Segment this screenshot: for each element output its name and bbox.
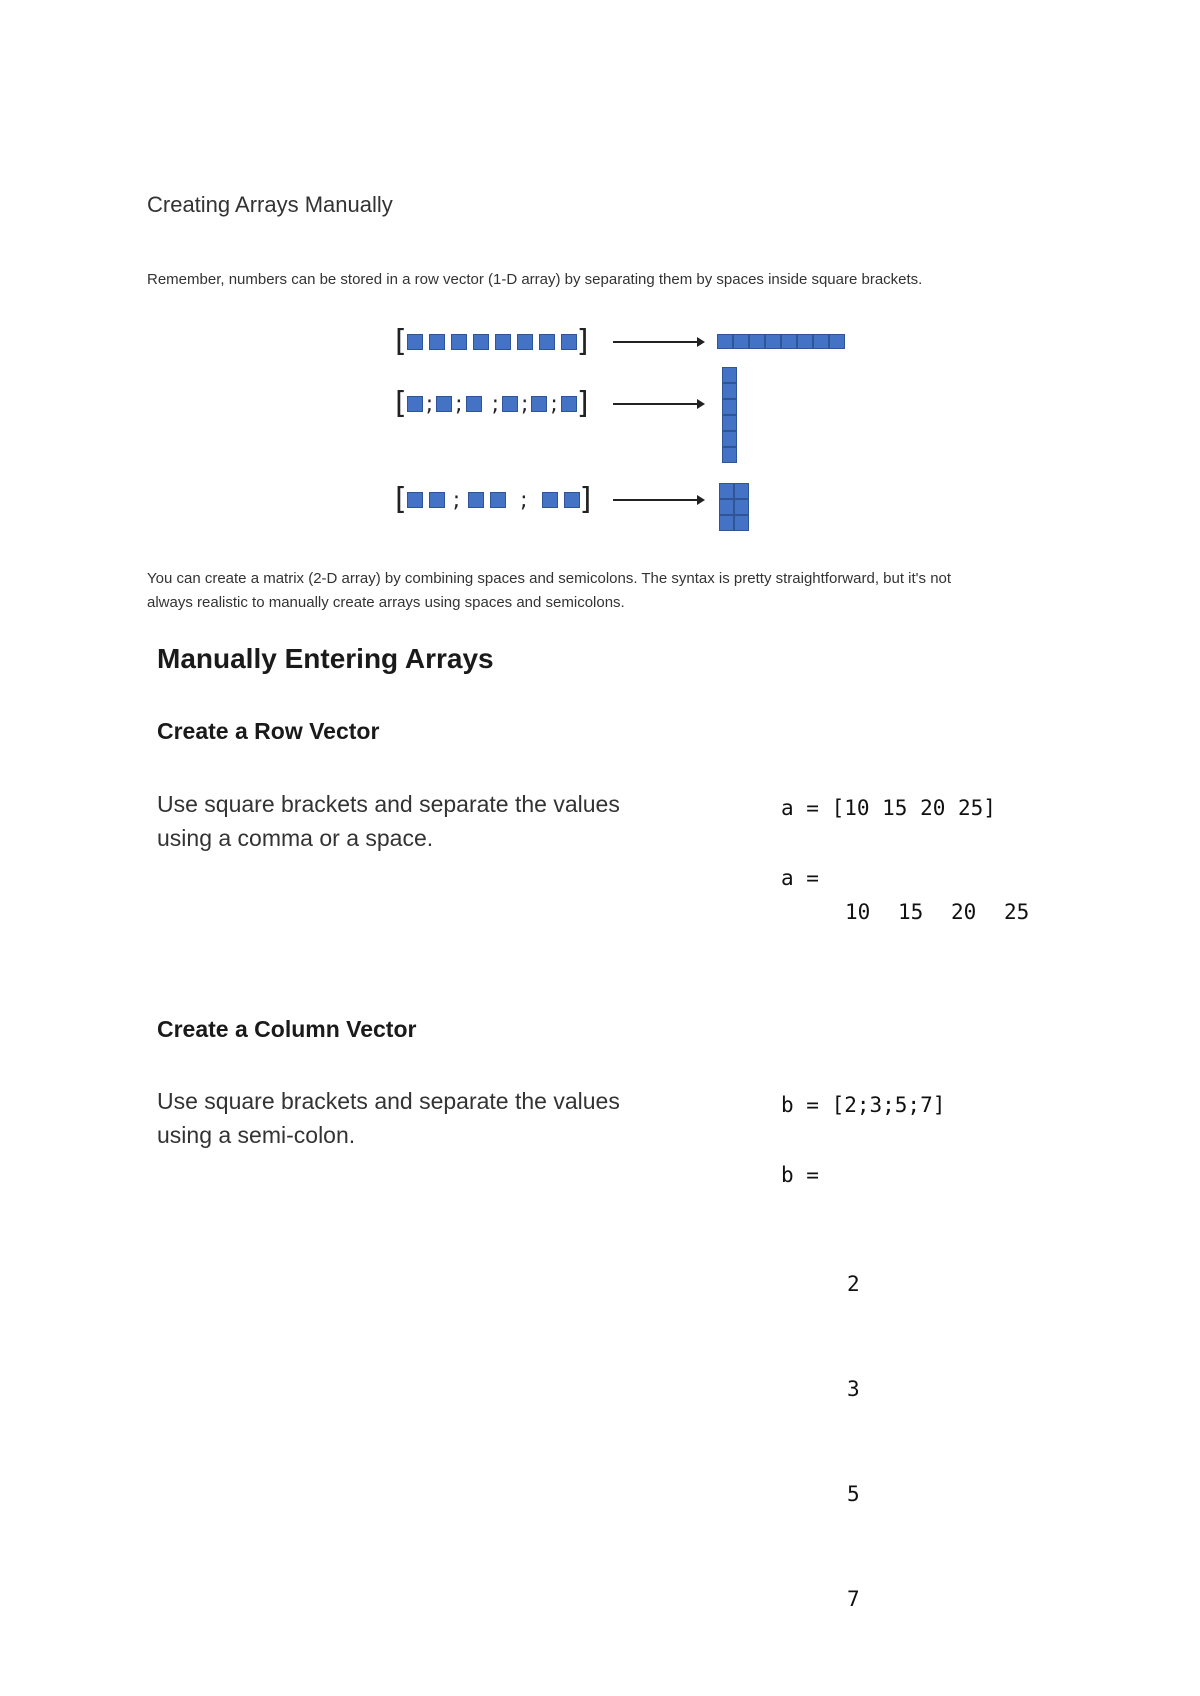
column-vector-output-label: b = (781, 1163, 819, 1187)
row-vector-heading: Create a Row Vector (157, 718, 380, 744)
matrix-result (719, 483, 749, 531)
page-title: Creating Arrays Manually (147, 192, 393, 217)
column-vector-command: b = [2;3;5;7] (781, 1093, 946, 1117)
matrix-paragraph-line: always realistic to manually create arrays using spaces and semicolons. (147, 594, 625, 611)
intro-paragraph: Remember, numbers can be stored in a row vector (1-D array) by separating them by spaces inside square brackets. (147, 271, 923, 288)
arrow-row (613, 341, 703, 343)
section-heading: Manually Entering Arrays (157, 643, 494, 674)
arrow-column (613, 403, 703, 405)
row-vector-output-label: a = (781, 866, 819, 890)
row-vector-syntax: [ ] (395, 324, 589, 359)
row-vector-description (157, 787, 620, 855)
row-vector-command: a = [10 15 20 25] (781, 796, 996, 820)
row-vector-result (717, 334, 845, 349)
matrix-paragraph (147, 567, 951, 615)
output-value: 7 (847, 1587, 860, 1611)
matrix-paragraph-line: You can create a matrix (2-D array) by combining spaces and semicolons. The syntax is pretty straightforward, but it's not (147, 570, 952, 587)
output-value: 15 (898, 900, 924, 924)
output-value: 20 (951, 900, 977, 924)
column-vector-output (847, 1197, 872, 1652)
row-vector-output (845, 900, 1057, 924)
output-value: 25 (1004, 900, 1030, 924)
arrow-matrix (613, 499, 703, 501)
array-diagram (395, 325, 775, 545)
output-value: 3 (847, 1377, 860, 1401)
matrix-syntax: [ ; ; ] (395, 482, 592, 517)
column-vector-syntax: [ ; ; ; ; ; ] (395, 386, 589, 421)
output-value: 10 (845, 900, 871, 924)
column-vector-heading: Create a Column Vector (157, 1016, 417, 1042)
description-line: Use square brackets and separate the values (157, 791, 620, 817)
column-vector-description (157, 1084, 620, 1152)
description-line: using a comma or a space. (157, 825, 434, 851)
output-value: 2 (847, 1272, 860, 1296)
column-vector-result (722, 367, 737, 463)
description-line: Use square brackets and separate the values (157, 1088, 620, 1114)
output-value: 5 (847, 1482, 860, 1506)
description-line: using a semi-colon. (157, 1122, 356, 1148)
